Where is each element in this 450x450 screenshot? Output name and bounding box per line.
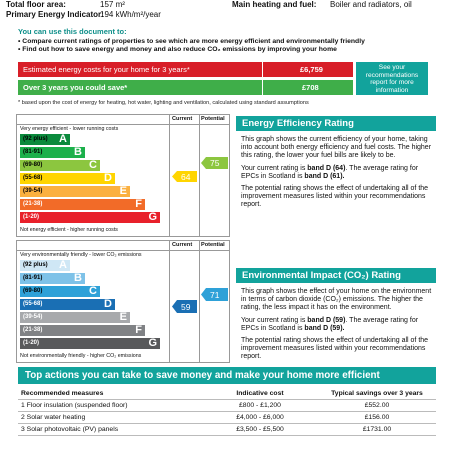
eer-bottom-label: Not energy efficient - higher running costs [20,227,118,233]
eir-band-code: (92 plus) [23,262,48,268]
savings-label: Over 3 years you could save* [23,83,128,92]
eir-band-a [20,260,70,271]
eir-band-b [20,273,85,284]
eer-band-b [20,147,85,158]
eer-band-a [20,134,70,145]
bullet-text: Compare current ratings of properties to see which are more energy efficient and environmentally friendly [22,38,365,45]
bullet-item: • Compare current ratings of properties to see which are more energy efficient and environmentally friendly [18,38,365,45]
use-doc-bullets [18,38,438,54]
eir-description [241,288,436,362]
estimated-costs-bar [18,62,353,77]
cell-measure: 3 Solar photovoltaic (PV) panels [18,424,202,436]
actions-header-row [18,388,436,400]
recommendations-note-text: See your recommendations report for more information [365,64,419,94]
energy-efficiency-chart [16,114,230,237]
eer-para-2 [241,165,436,181]
use-doc-title: You can use this document to: [18,27,127,36]
col-savings: Typical savings over 3 years [318,388,436,400]
cell-saving: £1731.00 [318,424,436,436]
estimated-costs-label: Estimated energy costs for your home for 3 years* [23,65,190,74]
eir-current-header: Current [172,242,193,248]
eer-band-code: (81-91) [23,149,43,155]
cell-measure: 1 Floor insulation (suspended floor) [18,400,202,412]
eir-para-3: The potential rating shows the effect of undertaking all of the improvement measures listed within your recommendations report. [241,337,429,361]
eer-band-letter: A [59,133,67,145]
table-row [18,400,436,412]
savings-value: £708 [302,83,319,92]
eer-band-letter: E [119,185,127,197]
environmental-impact-chart [16,240,230,363]
eer-band-d [20,173,115,184]
bullet-item: • Find out how to save energy and money and also reduce CO₂ emissions by improving your home [18,46,337,53]
actions-heading: Top actions you can take to save money and make your home more efficient [18,367,436,384]
eer-heading: Energy Efficiency Rating [236,116,436,131]
eer-band-e [20,186,130,197]
eer-current-arrow [172,171,197,182]
eer-band-letter: F [135,198,142,210]
actions-table [18,388,436,436]
eir-potential-arrow [201,288,228,301]
eer-band-g [20,212,160,223]
cell-cost: £4,000 - £6,000 [202,412,318,424]
eir-band-f [20,325,145,336]
eir-bottom-label: Not environmentally friendly - higher CO₂ emissions [20,353,142,359]
eir-current-arrow [172,300,197,313]
eir-current-value: 59 [181,302,191,312]
energy-indicator-value: 194 kWh/m²/year [100,10,161,19]
cell-saving: £156.00 [318,412,436,424]
eir-band-code: (55-68) [23,301,43,307]
eir-p2a: Your current rating is [241,316,308,324]
eir-band-letter: F [135,324,142,336]
eer-band-code: (39-54) [23,188,43,194]
eer-top-label: Very energy efficient - lower running costs [20,126,119,132]
cell-cost: £800 - £1,200 [202,400,318,412]
floor-area-value: 157 m² [100,0,125,9]
eer-band-code: (21-38) [23,201,43,207]
eir-p2c: . The average rating for EPCs in Scotland is [241,316,419,332]
eer-current-value: 64 [181,172,191,182]
eer-band-letter: B [74,146,82,158]
recommendations-note [356,62,428,95]
heating-value: Boiler and radiators, oil [330,0,412,9]
col-measures: Recommended measures [18,388,202,400]
eir-p2d: band D (59). [304,324,345,332]
eir-band-c [20,286,100,297]
eer-para-3: The potential rating shows the effect of undertaking all of the improvement measures listed within your recommendations report. [241,185,429,209]
eir-band-code: (21-38) [23,327,43,333]
eir-band-letter: G [148,337,157,349]
eir-top-label: Very environmentally friendly - lower CO₂ emissions [20,252,142,258]
eer-p2c: . The average rating for EPCs in Scotland is [241,164,419,180]
eir-heading: Environmental Impact (CO₂) Rating [236,268,436,283]
eer-band-code: (69-80) [23,162,43,168]
cost-footnote: * based upon the cost of energy for heating, hot water, lighting and ventilation, calculated using standard assumptions [18,100,309,106]
table-row [18,424,436,436]
eir-band-letter: C [89,285,97,297]
eir-band-letter: A [59,259,67,271]
heating-label: Main heating and fuel: [232,0,317,9]
eer-band-c [20,160,100,171]
cell-saving: £552.00 [318,400,436,412]
eer-band-code: (55-68) [23,175,43,181]
eer-potential-value: 75 [210,158,220,168]
energy-indicator-label: Primary Energy Indicator: [6,10,104,19]
eer-band-letter: G [148,211,157,223]
cell-measure: 2 Solar water heating [18,412,202,424]
eir-band-code: (39-54) [23,314,43,320]
eir-para-2 [241,317,436,333]
eir-band-e [20,312,130,323]
eir-band-code: (81-91) [23,275,43,281]
eer-band-letter: C [89,159,97,171]
eer-p2d: band D (61). [304,172,345,180]
eer-band-f [20,199,145,210]
cell-cost: £3,500 - £5,500 [202,424,318,436]
eir-para-1: This graph shows the effect of your home on the environment in terms of carbon dioxide (CO₂) emissions. The higher the rating, the less impact it has on the environment. [241,288,432,312]
col-cost: Indicative cost [202,388,318,400]
eir-band-g [20,338,160,349]
eir-p2b: band D (59) [307,316,346,324]
eer-description [241,136,436,210]
savings-bar [18,80,353,95]
eir-band-code: (1-20) [23,340,40,346]
eer-band-code: (1-20) [23,214,40,220]
eer-p2b: band D (64) [307,164,346,172]
eer-current-header: Current [172,116,193,122]
estimated-costs-value: £6,759 [300,65,323,74]
eer-p2a: Your current rating is [241,164,308,172]
eir-band-code: (69-80) [23,288,43,294]
eir-band-letter: D [104,298,112,310]
eer-potential-header: Potential [201,116,225,122]
eer-band-code: (92 plus) [23,136,48,142]
eer-potential-arrow [201,157,228,169]
eer-para-1: This graph shows the current efficiency of your home, taking into account both energy efficiency and fuel costs. The higher this rating, the lower your fuel bills are likely to be. [241,136,432,160]
eir-potential-header: Potential [201,242,225,248]
eir-band-d [20,299,115,310]
eer-band-letter: D [104,172,112,184]
actions-body [18,400,436,436]
eir-band-letter: B [74,272,82,284]
floor-area-label: Total floor area: [6,0,66,9]
table-row [18,412,436,424]
eir-potential-value: 71 [210,290,220,300]
bullet-text: Find out how to save energy and money and also reduce CO₂ emissions by improving your home [22,46,337,53]
eir-band-letter: E [119,311,127,323]
